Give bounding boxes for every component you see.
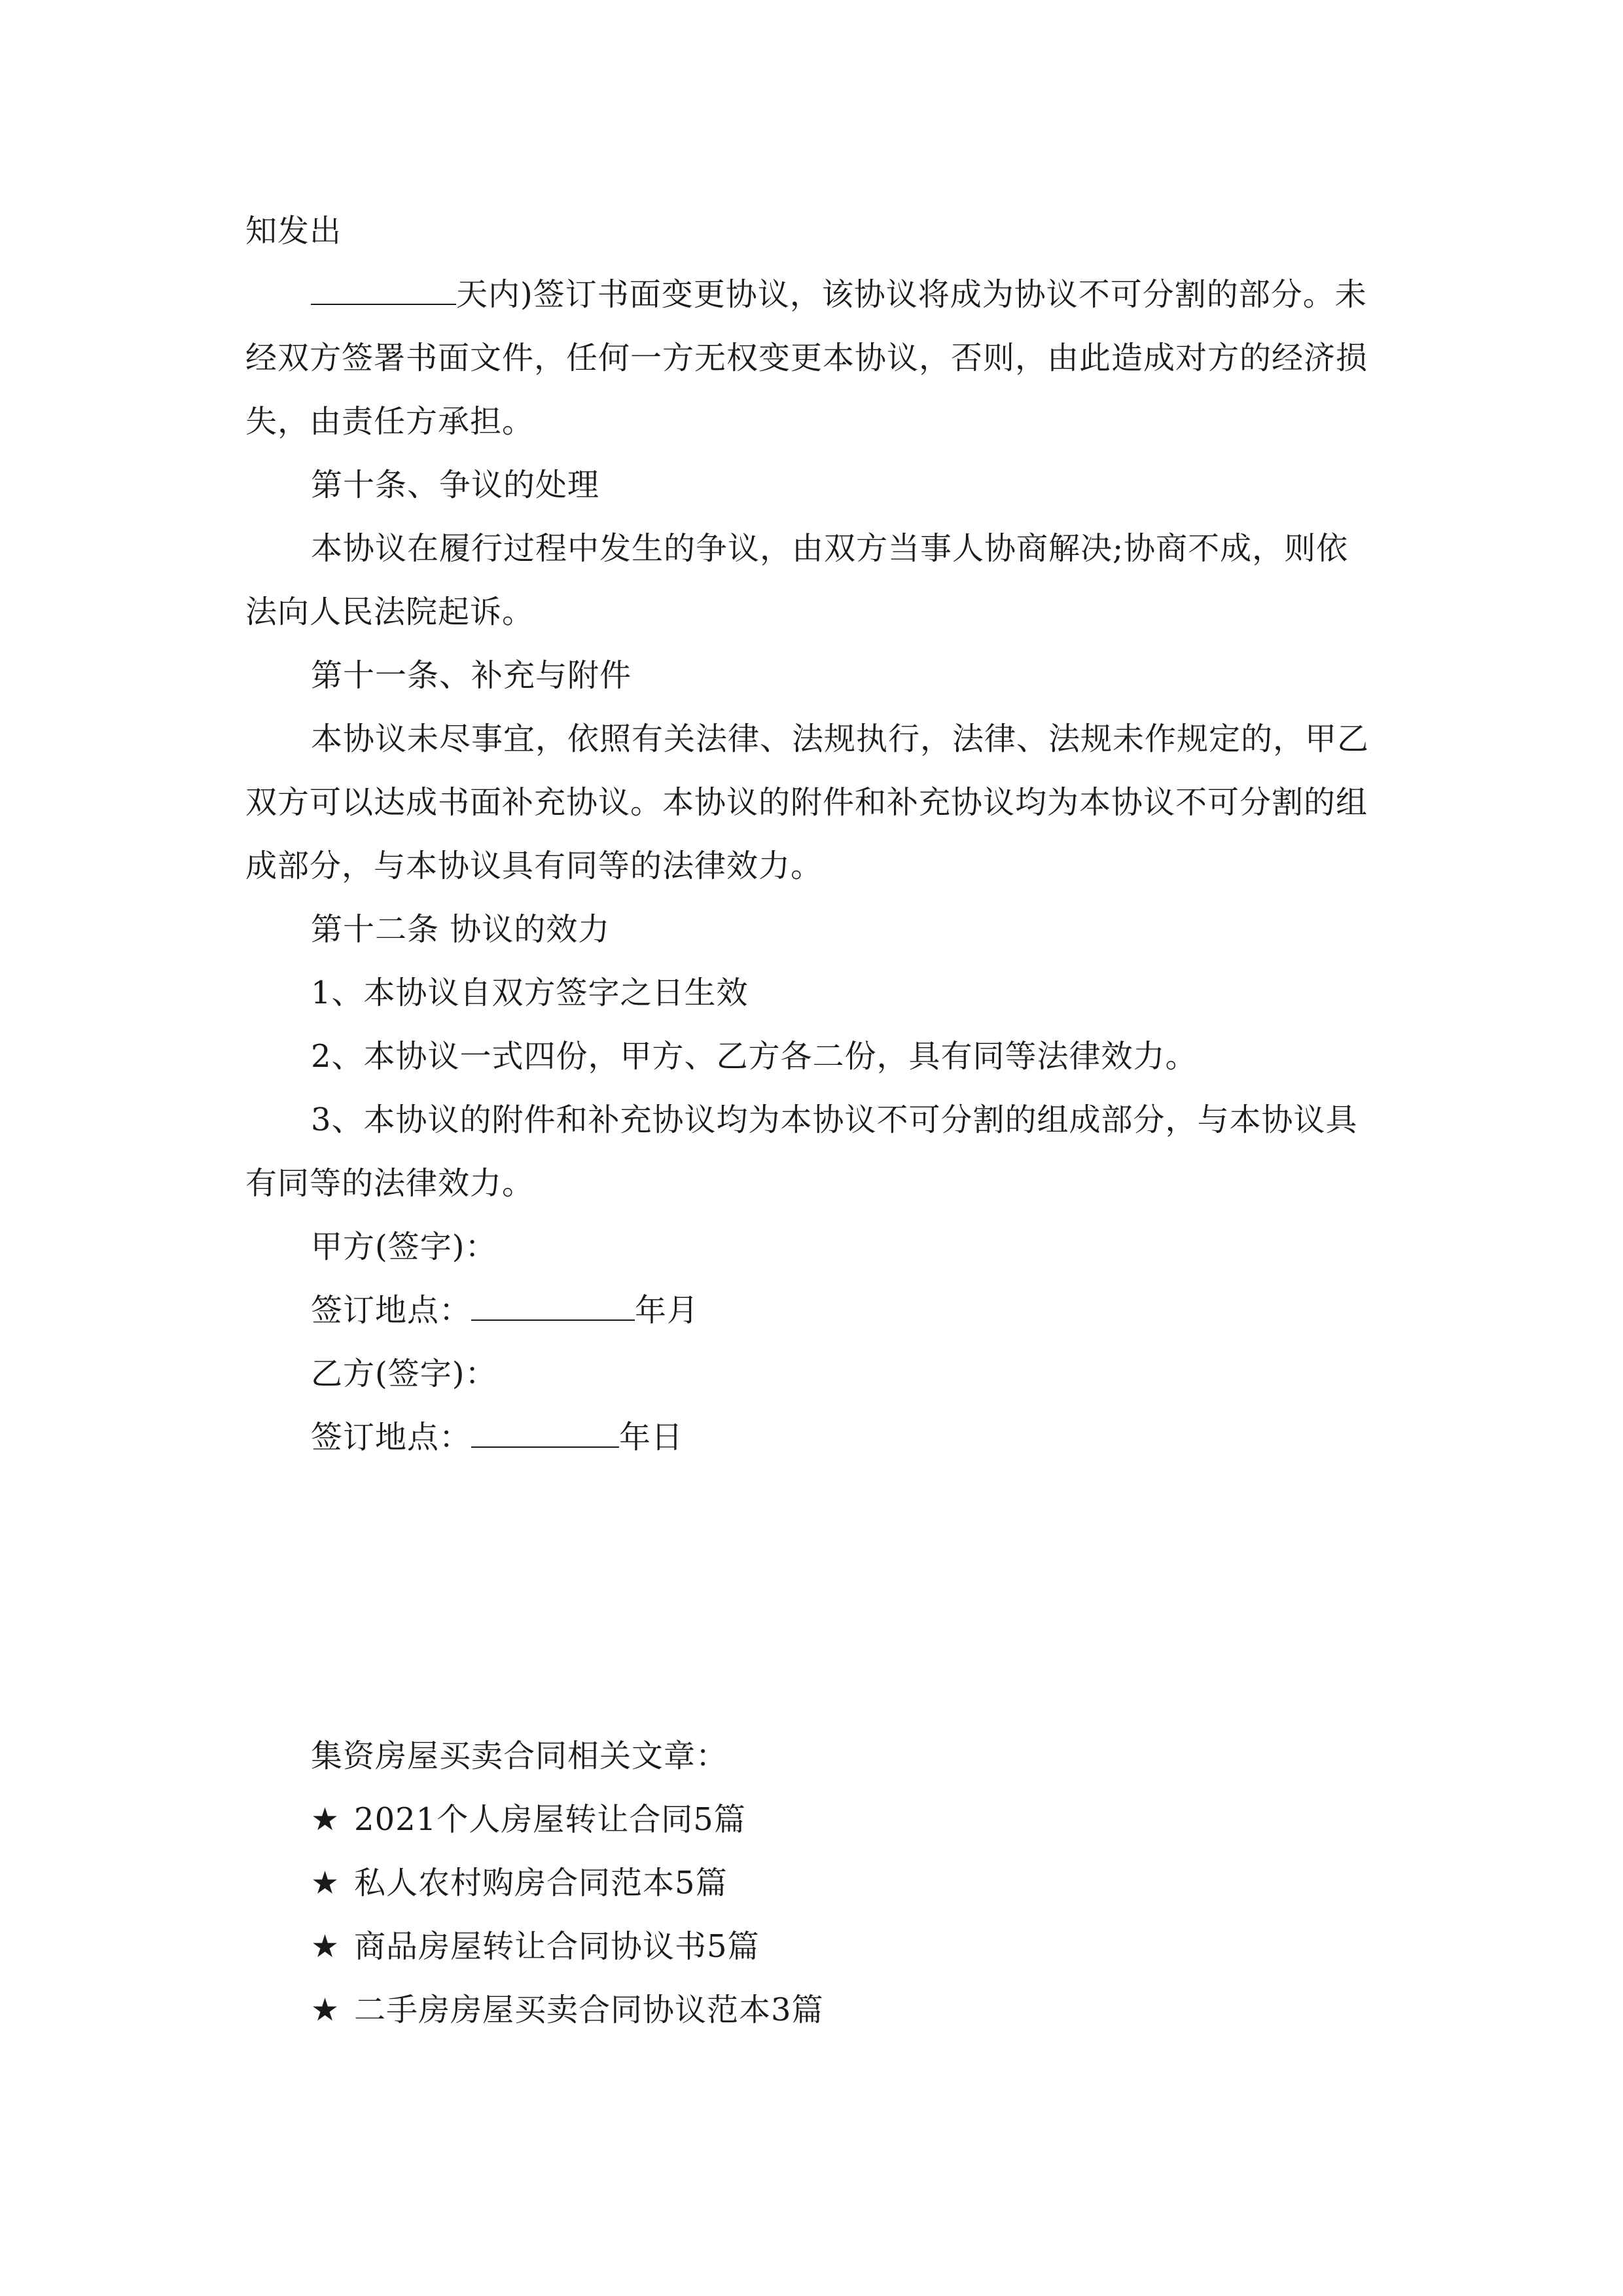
- article-11-line-2: 双方可以达成书面补充协议。本协议的附件和补充协议均为本协议不可分割的组: [245, 784, 1368, 821]
- related-link-1[interactable]: [311, 1800, 746, 1839]
- body-line-1: 知发出: [245, 213, 342, 249]
- related-link-2[interactable]: [311, 1863, 728, 1903]
- article-12-item-3-line-1: 3、本协议的附件和补充协议均为本协议不可分割的组成部分，与本协议具: [311, 1102, 1358, 1138]
- body-line-2-text: 天内)签订书面变更协议，该协议将成为协议不可分割的部分。未: [456, 276, 1367, 313]
- article-11-line-3: 成部分，与本协议具有同等的法律效力。: [245, 848, 823, 884]
- signing-place-label-2: 签订地点：: [311, 1419, 472, 1456]
- related-link-4-text[interactable]: 二手房房屋买卖合同协议范本3篇: [354, 1992, 824, 2028]
- article-11-line-1: 本协议未尽事宜，依照有关法律、法规执行，法律、法规未作规定的，甲乙: [311, 721, 1370, 757]
- party-a-signature: 甲方(签字)：: [311, 1229, 497, 1265]
- article-12-title: 第十二条 协议的效力: [311, 911, 611, 948]
- related-link-3-text[interactable]: 商品房屋转让合同协议书5篇: [354, 1928, 760, 1965]
- article-10-line-1: 本协议在履行过程中发生的争议，由双方当事人协商解决;协商不成，则依: [311, 530, 1349, 567]
- related-link-4[interactable]: [311, 1990, 824, 2030]
- body-line-4: 失，由责任方承担。: [245, 403, 535, 440]
- article-10-title: 第十条、争议的处理: [311, 467, 600, 503]
- related-link-2-text[interactable]: 私人农村购房合同范本5篇: [354, 1865, 728, 1901]
- article-12-item-1: 1、本协议自双方签字之日生效: [311, 975, 749, 1011]
- signing-place-suffix-1: 年月: [635, 1292, 700, 1329]
- article-12-item-2: 2、本协议一式四份，甲方、乙方各二份，具有同等法律效力。: [311, 1038, 1198, 1075]
- signing-place-1: [311, 1291, 699, 1330]
- related-heading: 集资房屋买卖合同相关文章：: [311, 1738, 728, 1774]
- star-icon: ★: [311, 1992, 340, 2028]
- star-icon: ★: [311, 1801, 340, 1838]
- signing-place-label-1: 签订地点：: [311, 1292, 472, 1329]
- article-11-title: 第十一条、补充与附件: [311, 657, 632, 694]
- article-10-line-2: 法向人民法院起诉。: [245, 594, 535, 630]
- blank-place-2: [471, 1418, 619, 1448]
- article-12-item-3-line-2: 有同等的法律效力。: [245, 1165, 535, 1202]
- party-b-signature: 乙方(签字)：: [311, 1355, 497, 1392]
- body-line-3: 经双方签署书面文件，任何一方无权变更本协议，否则，由此造成对方的经济损: [245, 340, 1368, 376]
- blank-place-1: [471, 1291, 635, 1321]
- star-icon: ★: [311, 1928, 340, 1965]
- body-line-2: [311, 275, 1367, 314]
- blank-days: [311, 275, 456, 305]
- star-icon: ★: [311, 1865, 340, 1901]
- signing-place-2: [311, 1418, 683, 1457]
- related-link-1-text[interactable]: 2021个人房屋转让合同5篇: [354, 1801, 746, 1838]
- related-link-3[interactable]: [311, 1927, 760, 1966]
- signing-place-suffix-2: 年日: [619, 1419, 684, 1456]
